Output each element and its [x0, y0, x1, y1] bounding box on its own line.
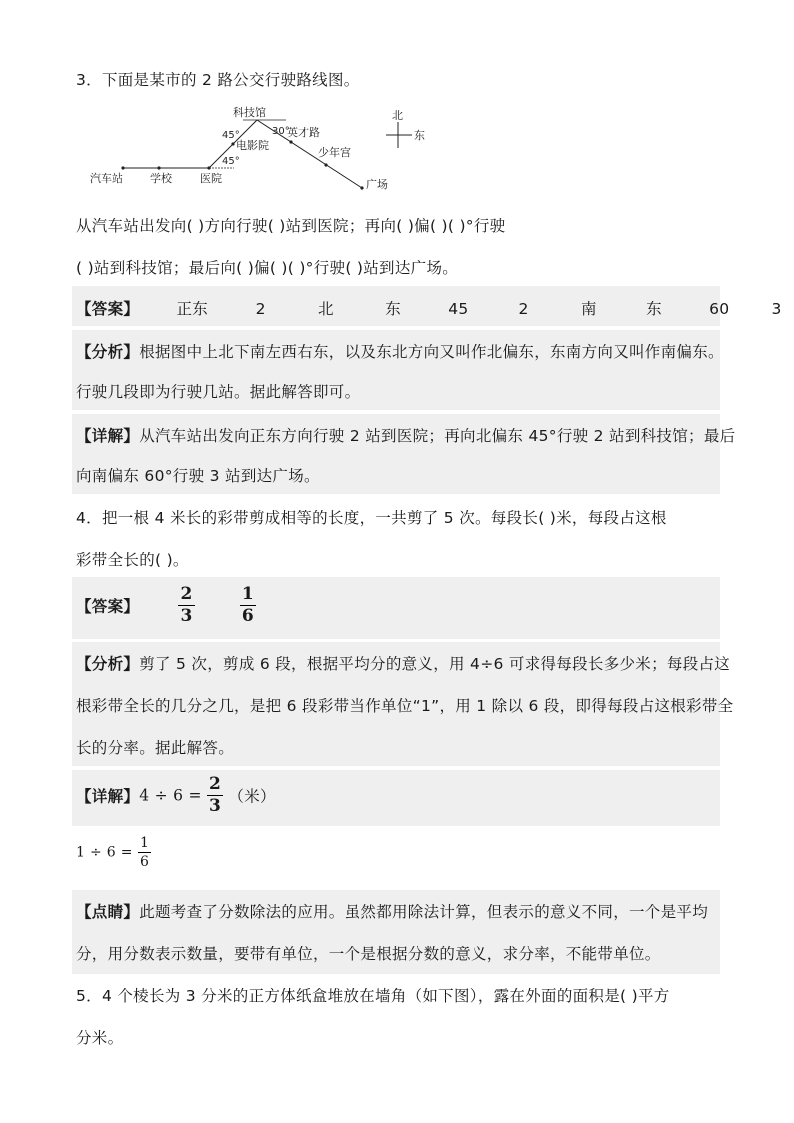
- q4-analysis-line3: 长的分率。据此解答。: [76, 739, 235, 757]
- detail-text: 从汽车站出发向正东方向行驶 2 站到医院；再向北偏东 45°行驶 2 站到科技馆；最后: [139, 427, 736, 445]
- analysis-text: 剪了 5 次，剪成 6 段，根据平均分的意义，用 4÷6 可求得每段长多少米；每段占这: [139, 655, 731, 673]
- answer-value: 60: [709, 300, 730, 318]
- bus-route-diagram: [86, 100, 446, 200]
- q3-detail-line1: [76, 424, 735, 446]
- fraction-bar: [138, 852, 151, 853]
- angle-label: 45°: [222, 130, 240, 141]
- q4-comment-line2: 分，用分数表示数量，要带有单位，一个是根据分数的意义，求分率，不能带单位。: [76, 945, 661, 963]
- detail-fraction: [207, 776, 223, 815]
- station-label: 广场: [366, 178, 388, 191]
- station-dot: [121, 166, 124, 169]
- angle-label: 45°: [222, 156, 240, 167]
- answer-fraction: [178, 586, 194, 625]
- q4-analysis-line1: [76, 652, 730, 674]
- fraction-numerator: 2: [209, 774, 222, 794]
- answer-value: 东: [385, 300, 402, 318]
- station-label: 少年宫: [318, 146, 351, 159]
- q3-title: 3．下面是某市的 2 路公交行驶路线图。: [76, 71, 360, 89]
- analysis-label: 【分析】: [76, 343, 140, 361]
- comment-label: 【点睛】: [76, 903, 140, 921]
- angle-label: 30°: [272, 126, 290, 137]
- answer-value: 正东: [176, 300, 209, 318]
- answer-value: 北: [318, 300, 334, 318]
- q3-analysis-line1: [76, 340, 724, 362]
- station-dot: [289, 140, 292, 143]
- q3-question-line1: 从汽车站出发向( )方向行驶( )站到医院；再向( )偏( )( )°行驶: [76, 217, 506, 235]
- q4-detail-row2: [76, 836, 151, 869]
- detail-label: 【详解】: [76, 427, 140, 445]
- fraction-denominator: 6: [139, 854, 150, 870]
- detail-expression: 4 ÷ 6 =: [139, 786, 202, 805]
- answer-value: 3: [771, 300, 782, 318]
- compass-north-label: 北: [392, 109, 403, 122]
- station-dot: [324, 163, 327, 166]
- answer-fraction: [240, 586, 256, 625]
- answer-value: 南: [580, 300, 597, 318]
- fraction-denominator: 6: [241, 606, 254, 626]
- detail-fraction: [138, 836, 151, 869]
- comment-text: 此题考查了分数除法的应用。虽然都用除法计算，但表示的意义不同，一个是平均: [139, 903, 709, 921]
- station-label: 科技馆: [233, 106, 266, 119]
- q4-detail-row: [76, 776, 276, 815]
- station-label: 汽车站: [90, 172, 123, 185]
- detail-expression: 1 ÷ 6 =: [76, 844, 133, 861]
- answer-label: 【答案】: [76, 300, 140, 318]
- q3-question-line2: ( )站到科技馆；最后向( )偏( )( )°行驶( )站到达广场。: [76, 259, 459, 277]
- fraction-denominator: 3: [180, 606, 193, 626]
- answer-value: 2: [255, 300, 266, 318]
- answer-value: 2: [518, 300, 529, 318]
- fraction-numerator: 1: [139, 835, 150, 851]
- detail-unit: （米）: [228, 787, 276, 806]
- fraction-numerator: 1: [241, 584, 254, 604]
- compass-east-label: 东: [414, 129, 425, 142]
- fraction-numerator: 2: [180, 584, 193, 604]
- q3-analysis-line2: 行驶几段即为行驶几站。据此解答即可。: [76, 383, 361, 401]
- q5-title-line2: 分米。: [76, 1029, 124, 1047]
- q3-answer-row: [76, 297, 792, 319]
- q4-analysis-line2: 根彩带全长的几分之几，是把 6 段彩带当作单位“1”，用 1 除以 6 段，即得每段占这根彩带全: [76, 697, 734, 715]
- answer-value: 东: [646, 300, 662, 318]
- q4-title-line2: 彩带全长的( )。: [76, 551, 189, 569]
- analysis-label: 【分析】: [76, 655, 140, 673]
- answer-label: 【答案】: [76, 597, 140, 616]
- q4-answer-row: [76, 586, 256, 625]
- station-label: 医院: [200, 172, 222, 185]
- station-dot: [157, 166, 160, 169]
- station-label: 电影院: [236, 139, 269, 152]
- answer-value: 45: [448, 300, 469, 318]
- q5-title-line1: 5．4 个棱长为 3 分米的正方体纸盒堆放在墙角（如下图），露在外面的面积是( )平方: [76, 987, 670, 1005]
- detail-label: 【详解】: [76, 787, 140, 806]
- station-dot: [231, 142, 234, 145]
- station-label: 学校: [150, 172, 172, 185]
- q3-detail-line2: 向南偏东 60°行驶 3 站到达广场。: [76, 467, 320, 485]
- station-dot: [360, 186, 363, 189]
- station-label: 英才路: [287, 126, 320, 139]
- fraction-denominator: 3: [209, 796, 222, 816]
- analysis-text: 根据图中上北下南左西右东，以及东北方向又叫作北偏东，东南方向又叫作南偏东。: [139, 343, 724, 361]
- q4-title-line1: 4．把一根 4 米长的彩带剪成相等的长度，一共剪了 5 次。每段长( )米，每段占这根: [76, 509, 667, 527]
- q4-comment-line1: [76, 900, 708, 922]
